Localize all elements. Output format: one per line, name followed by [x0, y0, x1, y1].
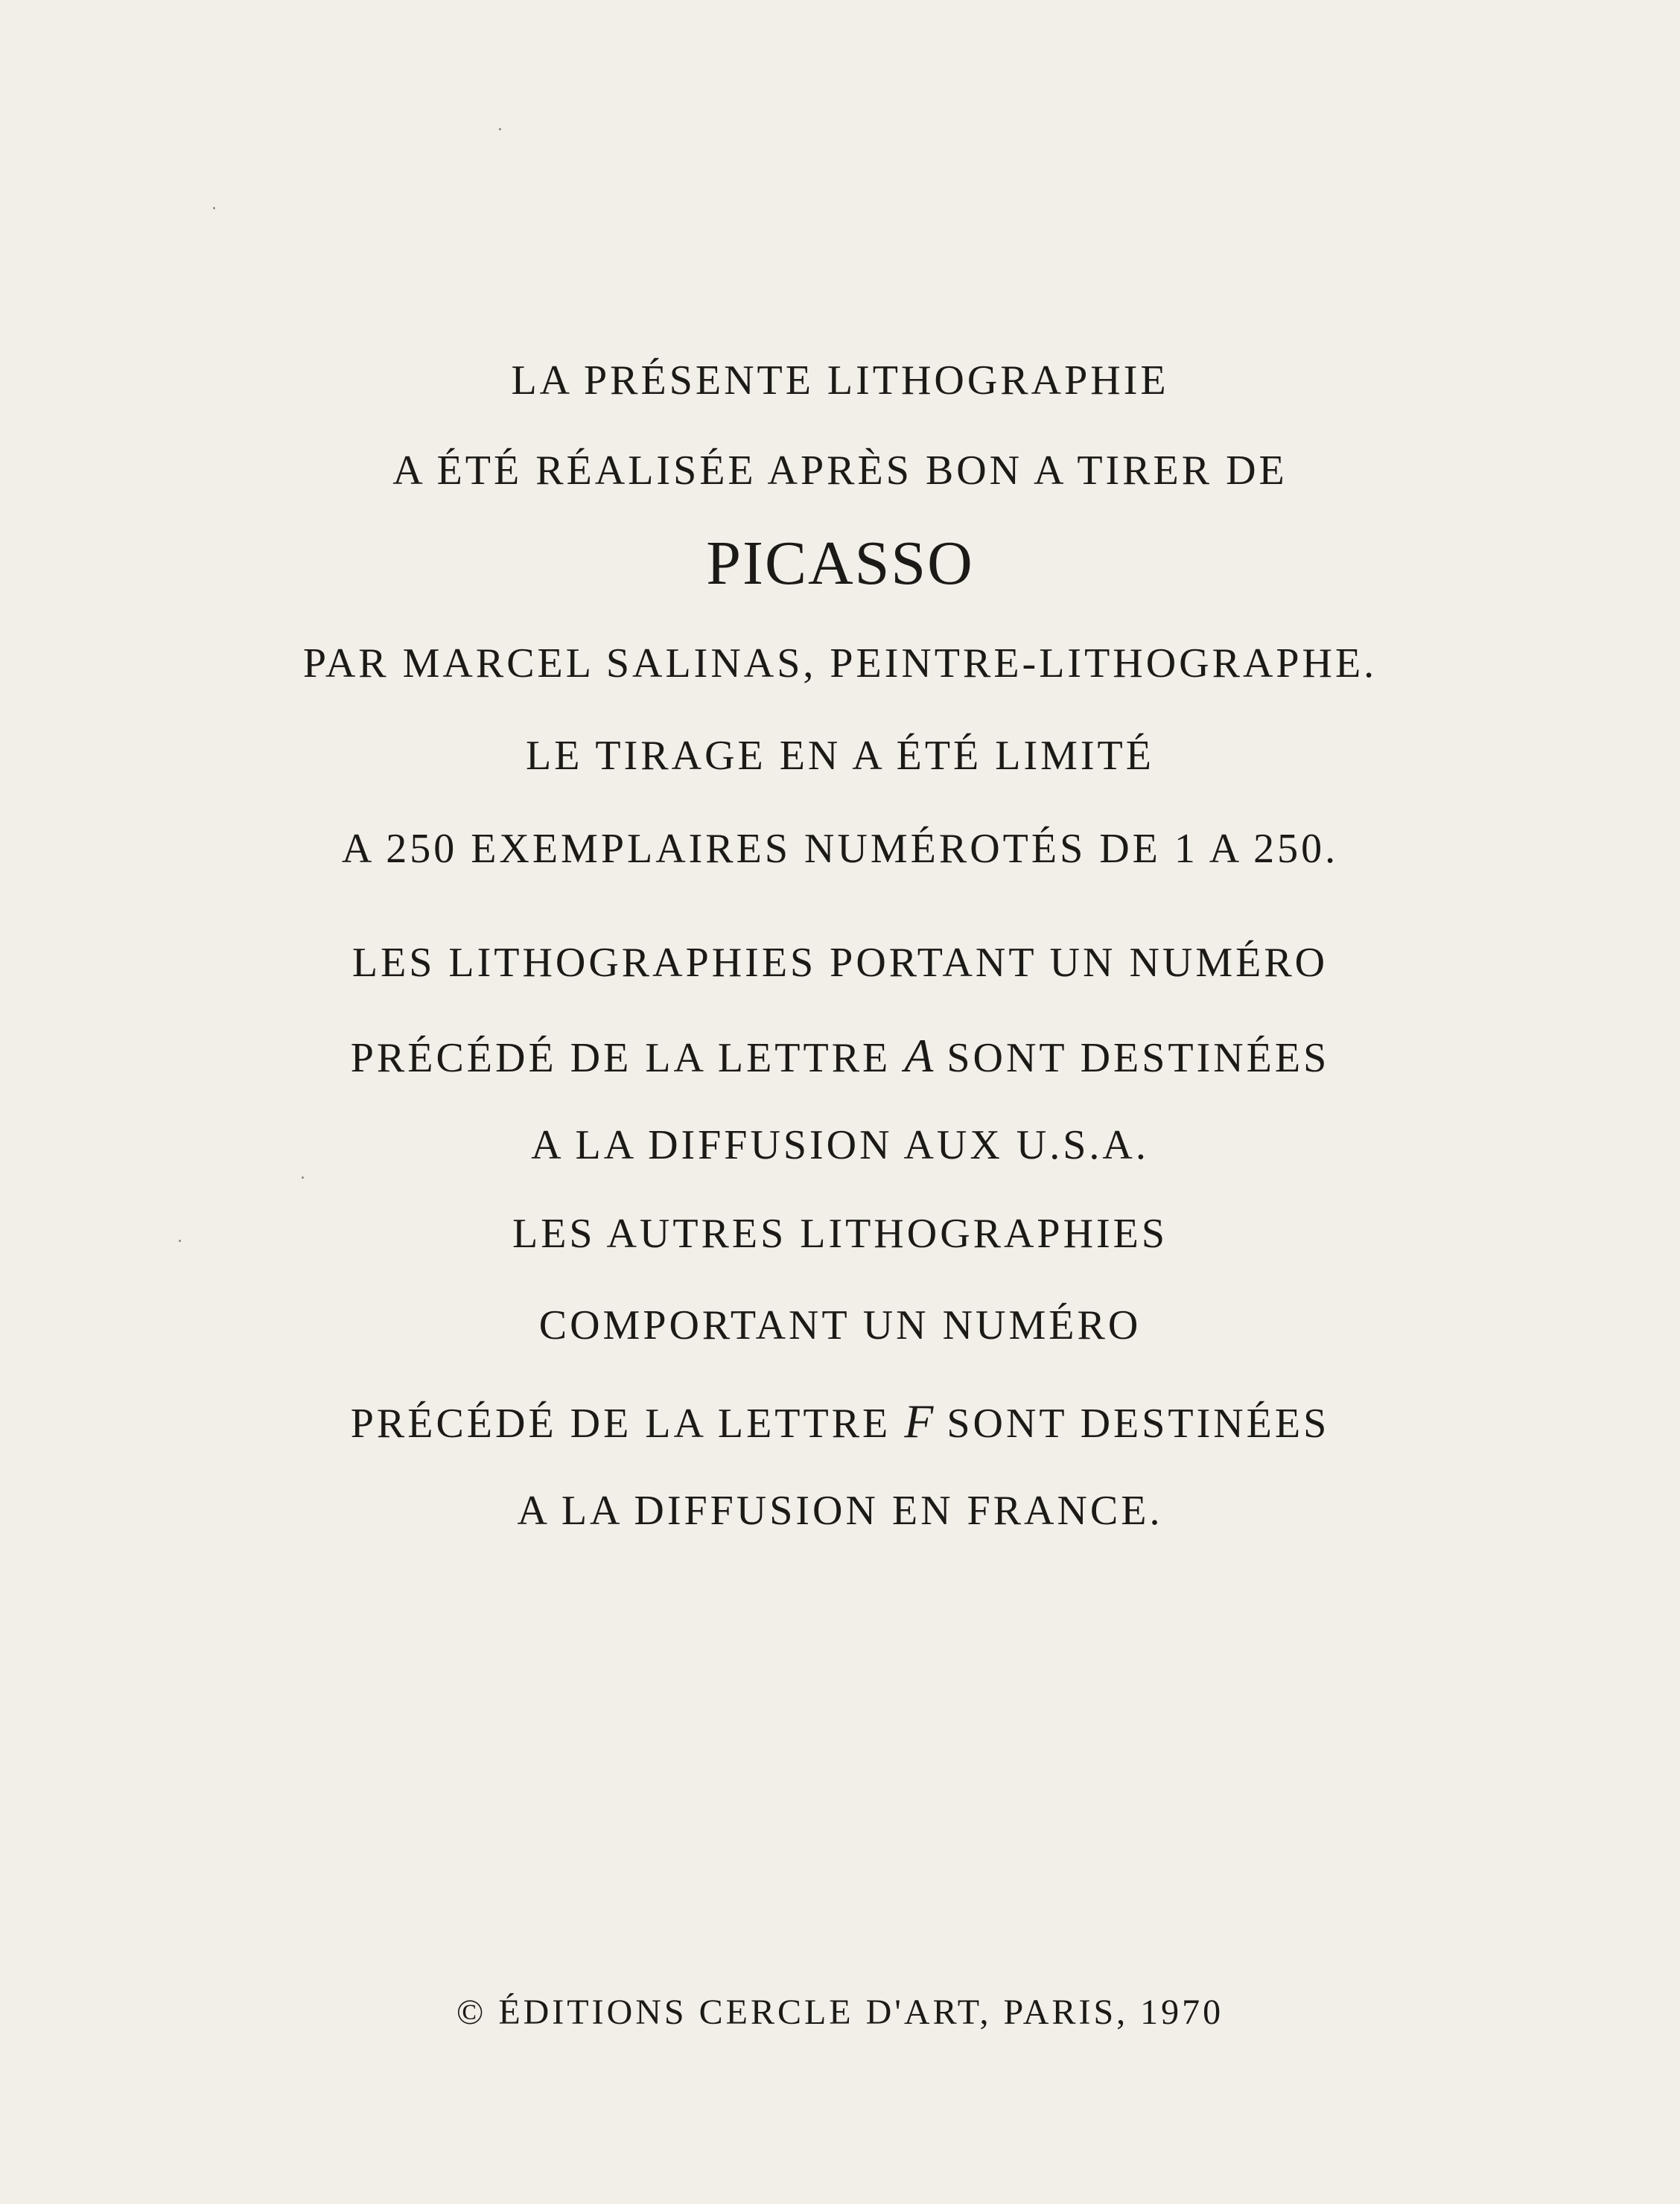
colophon-line-6: A 250 EXEMPLAIRES NUMÉROTÉS DE 1 A 250. — [341, 826, 1339, 872]
colophon-line-1: LA PRÉSENTE LITHOGRAPHIE — [511, 357, 1169, 404]
colophon-line-7: LES LITHOGRAPHIES PORTANT UN NUMÉRO — [351, 940, 1329, 986]
line-12-before: PRÉCÉDÉ DE LA LETTRE — [350, 1401, 891, 1447]
paper-speck — [179, 1240, 181, 1242]
paper-speck — [213, 207, 215, 209]
colophon-line-8 — [0, 1029, 1680, 1082]
paper-speck — [302, 1176, 304, 1179]
colophon-line-13: A LA DIFFUSION EN FRANCE. — [517, 1488, 1163, 1534]
colophon-line-10: LES AUTRES LITHOGRAPHIES — [512, 1211, 1168, 1257]
letter-a: A — [904, 1029, 934, 1082]
colophon-line-9: A LA DIFFUSION AUX U.S.A. — [531, 1122, 1149, 1168]
line-8-after: SONT DESTINÉES — [946, 1035, 1330, 1081]
colophon-line-2: A ÉTÉ RÉALISÉE APRÈS BON A TIRER DE — [392, 448, 1288, 494]
line-8-before: PRÉCÉDÉ DE LA LETTRE — [350, 1035, 891, 1081]
colophon-line-5: LE TIRAGE EN A ÉTÉ LIMITÉ — [526, 733, 1154, 779]
colophon-line-12 — [0, 1395, 1680, 1447]
colophon-line-11: COMPORTANT UN NUMÉRO — [538, 1302, 1142, 1348]
artist-name: PICASSO — [706, 529, 974, 598]
colophon-line-4: PAR MARCEL SALINAS, PEINTRE-LITHOGRAPHE. — [302, 640, 1378, 687]
copyright-notice: © ÉDITIONS CERCLE D'ART, PARIS, 1970 — [456, 1993, 1224, 2032]
line-12-after: SONT DESTINÉES — [946, 1401, 1330, 1447]
paper-speck — [499, 128, 501, 130]
letter-f: F — [904, 1395, 934, 1447]
